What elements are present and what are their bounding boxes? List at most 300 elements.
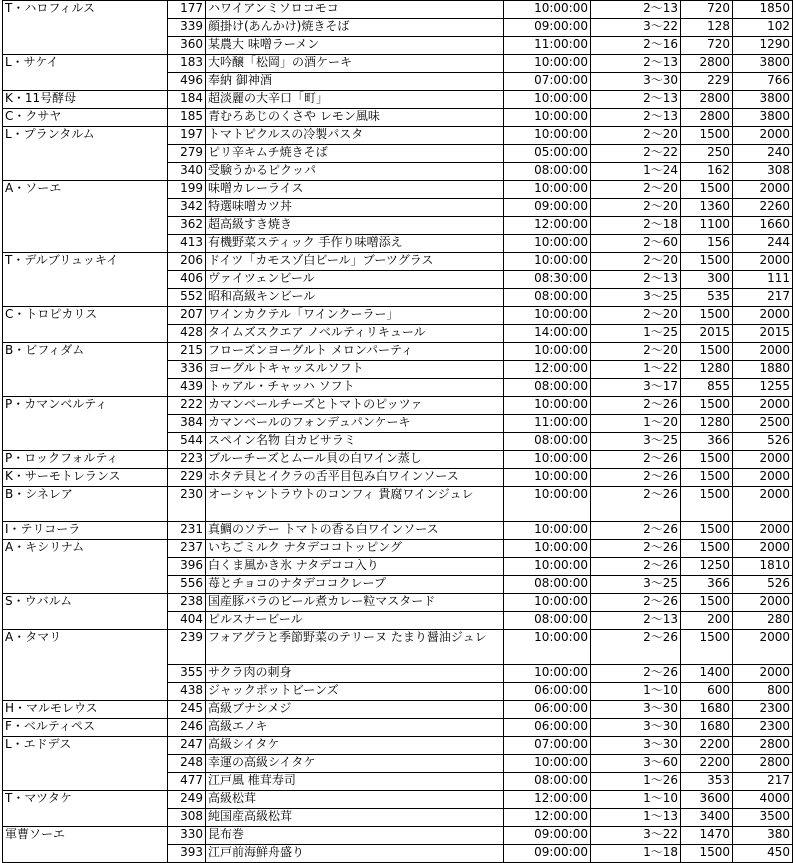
name-cell: 国産豚バラのビール煮カレー粒マスタード: [206, 594, 504, 612]
price-cell: 1500: [681, 451, 733, 469]
cost-cell: 1660: [733, 217, 793, 235]
period-cell: 2～18: [591, 217, 681, 235]
time-cell: 05:00:00: [504, 145, 591, 163]
price-cell: 1470: [681, 827, 733, 845]
price-cell: 1500: [681, 630, 733, 665]
id-cell: 223: [168, 451, 206, 469]
price-cell: 250: [681, 145, 733, 163]
table-row: [3, 487, 793, 522]
group-cell: [3, 433, 168, 451]
price-cell: 1500: [681, 253, 733, 271]
group-cell: T・ハロフィルス: [3, 1, 168, 19]
group-cell: [3, 809, 168, 827]
id-cell: 249: [168, 791, 206, 809]
period-cell: 1～10: [591, 683, 681, 701]
time-cell: 11:00:00: [504, 415, 591, 433]
cost-cell: 2000: [733, 397, 793, 415]
price-cell: 1500: [681, 181, 733, 199]
id-cell: 177: [168, 1, 206, 19]
time-cell: 08:00:00: [504, 773, 591, 791]
cost-cell: 2000: [733, 181, 793, 199]
name-cell: サクラ肉の刺身: [206, 665, 504, 683]
time-cell: 12:00:00: [504, 791, 591, 809]
group-cell: K・11号酵母: [3, 91, 168, 109]
group-cell: A・ソーエ: [3, 181, 168, 199]
group-cell: [3, 145, 168, 163]
group-cell: 軍曹ソーエ: [3, 827, 168, 845]
time-cell: 09:00:00: [504, 845, 591, 863]
cost-cell: 526: [733, 433, 793, 451]
time-cell: 08:00:00: [504, 612, 591, 630]
id-cell: 404: [168, 612, 206, 630]
name-cell: ドイツ「カモスゾ白ビール」ブーツグラス: [206, 253, 504, 271]
table-row: [3, 379, 793, 397]
id-cell: 552: [168, 289, 206, 307]
name-cell: タイムズスクエア ノベルティリキュール: [206, 325, 504, 343]
id-cell: 477: [168, 773, 206, 791]
price-cell: 1280: [681, 361, 733, 379]
name-cell: ピリ辛キムチ焼きそば: [206, 145, 504, 163]
group-cell: [3, 576, 168, 594]
group-cell: T・デルブリュッキイ: [3, 253, 168, 271]
period-cell: 2～22: [591, 145, 681, 163]
table-row: [3, 199, 793, 217]
group-cell: [3, 235, 168, 253]
name-cell: ピルスナービール: [206, 612, 504, 630]
group-cell: [3, 755, 168, 773]
price-cell: 366: [681, 576, 733, 594]
table-row: [3, 289, 793, 307]
group-cell: [3, 612, 168, 630]
name-cell: ハワイアンミソロコモコ: [206, 1, 504, 19]
table-row: [3, 91, 793, 109]
id-cell: 336: [168, 361, 206, 379]
name-cell: トマトピクルスの冷製パスタ: [206, 127, 504, 145]
id-cell: 496: [168, 73, 206, 91]
period-cell: 2～20: [591, 307, 681, 325]
cost-cell: 2300: [733, 719, 793, 737]
group-cell: A・キシリナム: [3, 540, 168, 558]
time-cell: 14:00:00: [504, 325, 591, 343]
time-cell: 10:00:00: [504, 109, 591, 127]
price-cell: 2800: [681, 91, 733, 109]
period-cell: 2～20: [591, 343, 681, 361]
name-cell: ホタテ貝とイクラの舌平目包み白ワインソース: [206, 469, 504, 487]
price-cell: 720: [681, 37, 733, 55]
period-cell: 1～13: [591, 809, 681, 827]
time-cell: 12:00:00: [504, 361, 591, 379]
price-cell: 200: [681, 612, 733, 630]
period-cell: 2～26: [591, 665, 681, 683]
group-cell: [3, 199, 168, 217]
cost-cell: 1290: [733, 37, 793, 55]
cost-cell: 2300: [733, 701, 793, 719]
cost-cell: 308: [733, 163, 793, 181]
name-cell: 昆布巻: [206, 827, 504, 845]
period-cell: 3～30: [591, 719, 681, 737]
table-row: [3, 217, 793, 235]
price-cell: 1280: [681, 415, 733, 433]
time-cell: 10:00:00: [504, 127, 591, 145]
cost-cell: 102: [733, 19, 793, 37]
cost-cell: 217: [733, 289, 793, 307]
price-cell: 1500: [681, 487, 733, 522]
table-row: [3, 325, 793, 343]
id-cell: 396: [168, 558, 206, 576]
cost-cell: 1810: [733, 558, 793, 576]
time-cell: 09:00:00: [504, 19, 591, 37]
group-cell: P・ロックフォルティ: [3, 451, 168, 469]
name-cell: 超高級すき焼き: [206, 217, 504, 235]
time-cell: 10:00:00: [504, 665, 591, 683]
table-row: [3, 701, 793, 719]
cost-cell: 3800: [733, 91, 793, 109]
name-cell: 苺とチョコのナタデココクレープ: [206, 576, 504, 594]
period-cell: 2～13: [591, 55, 681, 73]
id-cell: 330: [168, 827, 206, 845]
table-row: [3, 127, 793, 145]
group-cell: [3, 361, 168, 379]
period-cell: 2～26: [591, 558, 681, 576]
table-row: [3, 253, 793, 271]
table-row: [3, 271, 793, 289]
price-cell: 156: [681, 235, 733, 253]
table-row: [3, 163, 793, 181]
cost-cell: 2000: [733, 487, 793, 522]
period-cell: 2～26: [591, 540, 681, 558]
id-cell: 184: [168, 91, 206, 109]
price-cell: 1680: [681, 719, 733, 737]
price-cell: 1680: [681, 701, 733, 719]
time-cell: 12:00:00: [504, 217, 591, 235]
id-cell: 360: [168, 37, 206, 55]
period-cell: 2～16: [591, 37, 681, 55]
period-cell: 1～20: [591, 415, 681, 433]
table-row: [3, 307, 793, 325]
table-row: [3, 809, 793, 827]
group-cell: P・カマンベルティ: [3, 397, 168, 415]
group-cell: [3, 683, 168, 701]
table-row: [3, 361, 793, 379]
cost-cell: 4000: [733, 791, 793, 809]
price-cell: 229: [681, 73, 733, 91]
period-cell: 3～30: [591, 73, 681, 91]
table-row: [3, 73, 793, 91]
period-cell: 3～17: [591, 379, 681, 397]
table-row: [3, 791, 793, 809]
period-cell: 2～26: [591, 469, 681, 487]
price-cell: 300: [681, 271, 733, 289]
table-row: [3, 235, 793, 253]
name-cell: 青むろあじのくさや レモン風味: [206, 109, 504, 127]
period-cell: 2～13: [591, 612, 681, 630]
group-cell: [3, 379, 168, 397]
time-cell: 10:00:00: [504, 1, 591, 19]
cost-cell: 2260: [733, 199, 793, 217]
id-cell: 413: [168, 235, 206, 253]
group-cell: F・ベルティペス: [3, 719, 168, 737]
name-cell: 真鯛のソテー トマトの香る白ワインソース: [206, 522, 504, 540]
name-cell: 味噌カレーライス: [206, 181, 504, 199]
table-row: [3, 719, 793, 737]
id-cell: 393: [168, 845, 206, 863]
table-row: [3, 827, 793, 845]
period-cell: 2～26: [591, 397, 681, 415]
group-cell: [3, 37, 168, 55]
table-row: [3, 415, 793, 433]
name-cell: 幸運の高級シイタケ: [206, 755, 504, 773]
id-cell: 239: [168, 630, 206, 665]
name-cell: 大吟醸「松岡」の酒ケーキ: [206, 55, 504, 73]
table-row: [3, 612, 793, 630]
price-cell: 1500: [681, 522, 733, 540]
period-cell: 1～24: [591, 163, 681, 181]
group-cell: [3, 325, 168, 343]
period-cell: 2～26: [591, 522, 681, 540]
id-cell: 248: [168, 755, 206, 773]
name-cell: 有機野菜スティック 手作り味噌添え: [206, 235, 504, 253]
cost-cell: 2000: [733, 665, 793, 683]
name-cell: 高級エノキ: [206, 719, 504, 737]
period-cell: 2～20: [591, 181, 681, 199]
name-cell: 顔掛け(あんかけ)焼きそば: [206, 19, 504, 37]
price-cell: 1500: [681, 343, 733, 361]
name-cell: オーシャントラウトのコンフィ 貴腐ワインジュレ: [206, 487, 504, 522]
table-row: [3, 665, 793, 683]
cost-cell: 1850: [733, 1, 793, 19]
cost-cell: 3800: [733, 109, 793, 127]
period-cell: 2～26: [591, 630, 681, 665]
time-cell: 08:00:00: [504, 576, 591, 594]
group-cell: [3, 415, 168, 433]
time-cell: 10:00:00: [504, 253, 591, 271]
time-cell: 10:00:00: [504, 487, 591, 522]
time-cell: 10:00:00: [504, 469, 591, 487]
period-cell: 3～25: [591, 289, 681, 307]
time-cell: 10:00:00: [504, 181, 591, 199]
cost-cell: 3500: [733, 809, 793, 827]
cost-cell: 2000: [733, 307, 793, 325]
id-cell: 362: [168, 217, 206, 235]
name-cell: フローズンヨーグルト メロンパーティ: [206, 343, 504, 361]
id-cell: 183: [168, 55, 206, 73]
id-cell: 230: [168, 487, 206, 522]
price-cell: 600: [681, 683, 733, 701]
period-cell: 2～26: [591, 487, 681, 522]
name-cell: 江戸前海鮮舟盛り: [206, 845, 504, 863]
id-cell: 247: [168, 737, 206, 755]
cost-cell: 2800: [733, 755, 793, 773]
time-cell: 12:00:00: [504, 809, 591, 827]
cost-cell: 2000: [733, 343, 793, 361]
name-cell: 純国産高級松茸: [206, 809, 504, 827]
time-cell: 10:00:00: [504, 755, 591, 773]
time-cell: 08:00:00: [504, 163, 591, 181]
period-cell: 3～60: [591, 755, 681, 773]
price-cell: 1360: [681, 199, 733, 217]
group-cell: [3, 773, 168, 791]
period-cell: 3～25: [591, 433, 681, 451]
group-cell: [3, 665, 168, 683]
table-row: [3, 397, 793, 415]
id-cell: 222: [168, 397, 206, 415]
id-cell: 308: [168, 809, 206, 827]
id-cell: 237: [168, 540, 206, 558]
price-cell: 1100: [681, 217, 733, 235]
id-cell: 355: [168, 665, 206, 683]
name-cell: ヴァイツェンビール: [206, 271, 504, 289]
group-cell: T・マツタケ: [3, 791, 168, 809]
period-cell: 1～22: [591, 361, 681, 379]
id-cell: 215: [168, 343, 206, 361]
group-cell: A・タマリ: [3, 630, 168, 665]
cost-cell: 2000: [733, 253, 793, 271]
time-cell: 08:00:00: [504, 379, 591, 397]
group-cell: K・サーモトレランス: [3, 469, 168, 487]
group-cell: [3, 73, 168, 91]
period-cell: 2～20: [591, 127, 681, 145]
id-cell: 207: [168, 307, 206, 325]
time-cell: 10:00:00: [504, 558, 591, 576]
id-cell: 197: [168, 127, 206, 145]
id-cell: 199: [168, 181, 206, 199]
group-cell: B・シネレア: [3, 487, 168, 522]
time-cell: 06:00:00: [504, 701, 591, 719]
id-cell: 556: [168, 576, 206, 594]
table-row: [3, 37, 793, 55]
time-cell: 08:00:00: [504, 433, 591, 451]
id-cell: 229: [168, 469, 206, 487]
cost-cell: 2500: [733, 415, 793, 433]
time-cell: 10:00:00: [504, 91, 591, 109]
cost-cell: 2800: [733, 737, 793, 755]
cost-cell: 217: [733, 773, 793, 791]
name-cell: いちごミルク ナタデココトッピング: [206, 540, 504, 558]
id-cell: 340: [168, 163, 206, 181]
cost-cell: 3800: [733, 55, 793, 73]
id-cell: 342: [168, 199, 206, 217]
id-cell: 245: [168, 701, 206, 719]
group-cell: I・テリコーラ: [3, 522, 168, 540]
group-cell: [3, 558, 168, 576]
group-cell: B・ビフィダム: [3, 343, 168, 361]
period-cell: 2～13: [591, 91, 681, 109]
table-row: [3, 343, 793, 361]
id-cell: 238: [168, 594, 206, 612]
table-row: [3, 773, 793, 791]
price-cell: 366: [681, 433, 733, 451]
period-cell: 1～18: [591, 845, 681, 863]
table-row: [3, 145, 793, 163]
price-cell: 2800: [681, 109, 733, 127]
time-cell: 10:00:00: [504, 451, 591, 469]
cost-cell: 1880: [733, 361, 793, 379]
cost-cell: 380: [733, 827, 793, 845]
table-row: [3, 558, 793, 576]
price-cell: 1500: [681, 594, 733, 612]
cost-cell: 244: [733, 235, 793, 253]
cost-cell: 2000: [733, 594, 793, 612]
name-cell: スペイン名物 白カビサラミ: [206, 433, 504, 451]
time-cell: 10:00:00: [504, 343, 591, 361]
time-cell: 11:00:00: [504, 37, 591, 55]
cost-cell: 800: [733, 683, 793, 701]
group-cell: L・エドデス: [3, 737, 168, 755]
cost-cell: 2015: [733, 325, 793, 343]
time-cell: 10:00:00: [504, 397, 591, 415]
table-row: [3, 683, 793, 701]
time-cell: 06:00:00: [504, 719, 591, 737]
period-cell: 2～13: [591, 109, 681, 127]
id-cell: 384: [168, 415, 206, 433]
name-cell: 高級ブナシメジ: [206, 701, 504, 719]
group-cell: [3, 19, 168, 37]
price-cell: 535: [681, 289, 733, 307]
time-cell: 07:00:00: [504, 737, 591, 755]
cost-cell: 1255: [733, 379, 793, 397]
id-cell: 438: [168, 683, 206, 701]
time-cell: 10:00:00: [504, 307, 591, 325]
cost-cell: 240: [733, 145, 793, 163]
table-row: [3, 19, 793, 37]
name-cell: ジャックポットビーンズ: [206, 683, 504, 701]
time-cell: 10:00:00: [504, 55, 591, 73]
cost-cell: 2000: [733, 127, 793, 145]
id-cell: 339: [168, 19, 206, 37]
group-cell: [3, 845, 168, 863]
time-cell: 09:00:00: [504, 827, 591, 845]
name-cell: 江戸風 椎茸寿司: [206, 773, 504, 791]
price-cell: 1500: [681, 127, 733, 145]
name-cell: 高級松茸: [206, 791, 504, 809]
name-cell: 昭和高級キンビール: [206, 289, 504, 307]
name-cell: カマンベールのフォンデュパンケーキ: [206, 415, 504, 433]
group-cell: [3, 271, 168, 289]
time-cell: 08:00:00: [504, 289, 591, 307]
period-cell: 1～10: [591, 791, 681, 809]
group-cell: L・サケイ: [3, 55, 168, 73]
name-cell: ヨーグルトキャッスルソフト: [206, 361, 504, 379]
table-row: [3, 469, 793, 487]
period-cell: 1～26: [591, 773, 681, 791]
cost-cell: 2000: [733, 451, 793, 469]
price-cell: 1500: [681, 469, 733, 487]
time-cell: 06:00:00: [504, 683, 591, 701]
name-cell: トゥアル・チャッハ ソフト: [206, 379, 504, 397]
cost-cell: 280: [733, 612, 793, 630]
period-cell: 2～26: [591, 594, 681, 612]
table-body: [3, 1, 793, 863]
cost-cell: 2000: [733, 522, 793, 540]
period-cell: 2～13: [591, 271, 681, 289]
price-cell: 2015: [681, 325, 733, 343]
id-cell: 231: [168, 522, 206, 540]
time-cell: 09:00:00: [504, 199, 591, 217]
price-cell: 720: [681, 1, 733, 19]
time-cell: 10:00:00: [504, 630, 591, 665]
id-cell: 544: [168, 433, 206, 451]
time-cell: 10:00:00: [504, 540, 591, 558]
name-cell: 奉納 御神酒: [206, 73, 504, 91]
id-cell: 406: [168, 271, 206, 289]
group-cell: S・ウバルム: [3, 594, 168, 612]
table-row: [3, 433, 793, 451]
period-cell: 1～25: [591, 325, 681, 343]
id-cell: 185: [168, 109, 206, 127]
product-table: [2, 0, 793, 863]
price-cell: 2800: [681, 55, 733, 73]
price-cell: 1400: [681, 665, 733, 683]
